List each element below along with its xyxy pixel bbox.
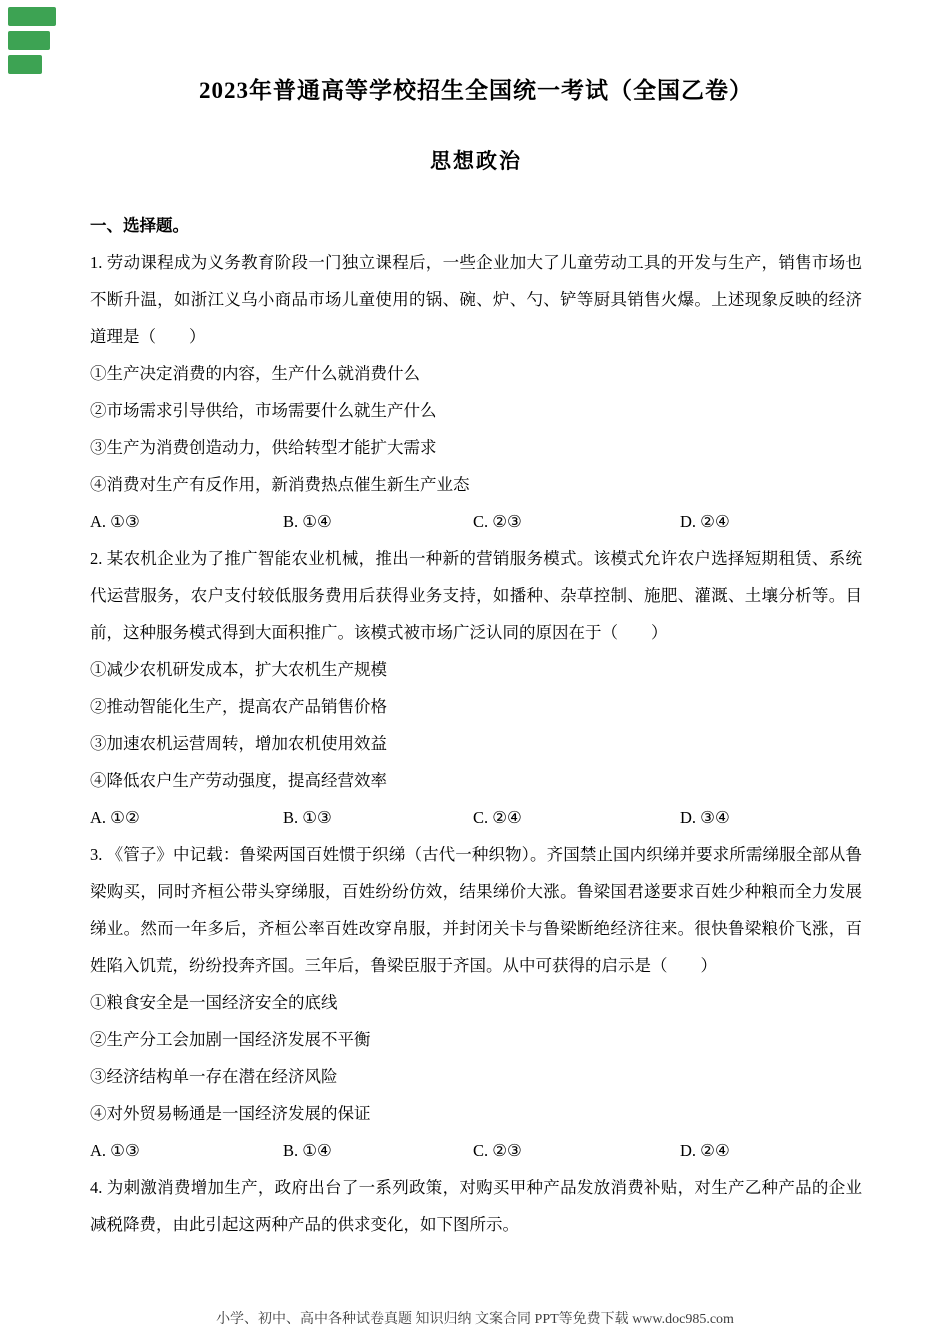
question-4 [90,1169,862,1243]
answer-options [90,503,862,540]
watermark-badge-icon [8,55,42,74]
option-b: B. ①③ [283,808,332,827]
question-item: ③经济结构单一存在潜在经济风险 [90,1067,338,1086]
question-item: ②市场需求引导供给，市场需要什么就生产什么 [90,401,437,420]
question-item: ①粮食安全是一国经济安全的底线 [90,993,338,1012]
question-stem: 2. 某农机企业为了推广智能农业机械，推出一种新的营销服务模式。该模式允许农户选择短期租赁、系统代运营服务，农户支付较低服务费用后获得业务支持，如播种、杂草控制、施肥、灌溉、土壤分析等。目前，这种服务模式得到大面积推广。该模式被市场广泛认同的原因在于（ ） [90,549,862,642]
footer-link[interactable]: www.doc985.com [632,1312,734,1327]
option-d: D. ②④ [680,512,730,531]
question-2 [90,540,862,836]
page-subtitle: 思想政治 [430,149,522,173]
footer-text: 小学、初中、高中各种试卷真题 知识归纳 文案合同 PPT等免费下载 [216,1312,633,1327]
section-heading: 一、选择题。 [90,216,189,235]
option-b: B. ①④ [283,512,332,531]
question-item: ②生产分工会加剧一国经济发展不平衡 [90,1030,371,1049]
option-a: A. ①② [90,808,140,827]
answer-options [90,799,862,836]
question-item: ③加速农机运营周转，增加农机使用效益 [90,734,387,753]
option-c: C. ②④ [473,808,522,827]
question-item: ④消费对生产有反作用，新消费热点催生新生产业态 [90,475,470,494]
answer-options [90,1132,862,1169]
option-a: A. ①③ [90,512,140,531]
question-item: ①减少农机研发成本，扩大农机生产规模 [90,660,387,679]
option-c: C. ②③ [473,512,522,531]
option-d: D. ③④ [680,808,730,827]
question-item: ③生产为消费创造动力，供给转型才能扩大需求 [90,438,437,457]
question-1 [90,244,862,540]
question-item: ④对外贸易畅通是一国经济发展的保证 [90,1104,371,1123]
question-3 [90,836,862,1169]
option-d: D. ②④ [680,1141,730,1160]
question-stem: 4. 为刺激消费增加生产，政府出台了一系列政策，对购买甲种产品发放消费补贴，对生产乙种产品的企业减税降费，由此引起这两种产品的供求变化，如下图所示。 [90,1178,862,1234]
question-item: ①生产决定消费的内容，生产什么就消费什么 [90,364,420,383]
watermark-badges [8,7,56,74]
question-item: ②推动智能化生产，提高农产品销售价格 [90,697,387,716]
option-a: A. ①③ [90,1141,140,1160]
question-item: ④降低农户生产劳动强度，提高经营效率 [90,771,387,790]
question-stem: 3. 《管子》中记载：鲁梁两国百姓惯于织绨（古代一种织物）。齐国禁止国内织绨并要求所需绨服全部从鲁梁购买，同时齐桓公带头穿绨服，百姓纷纷仿效，结果绨价大涨。鲁梁国君遂要求百姓少种粮而全力发展绨业。然而一年多后，齐桓公率百姓改穿帛服，并封闭关卡与鲁梁断绝经济往来。很快鲁梁粮价飞涨，百姓陷入饥荒，纷纷投奔齐国。三年后，鲁梁臣服于齐国。从中可获得的启示是（ ） [90,845,862,975]
option-c: C. ②③ [473,1141,522,1160]
question-stem: 1. 劳动课程成为义务教育阶段一门独立课程后，一些企业加大了儿童劳动工具的开发与生产，销售市场也不断升温，如浙江义乌小商品市场儿童使用的锅、碗、炉、勺、铲等厨具销售火爆。上述现象反映的经济道理是（ ） [90,253,862,346]
option-b: B. ①④ [283,1141,332,1160]
page-footer [0,1308,950,1328]
watermark-badge-icon [8,31,50,50]
page-title: 2023年普通高等学校招生全国统一考试（全国乙卷） [199,78,753,103]
watermark-badge-icon [8,7,56,26]
